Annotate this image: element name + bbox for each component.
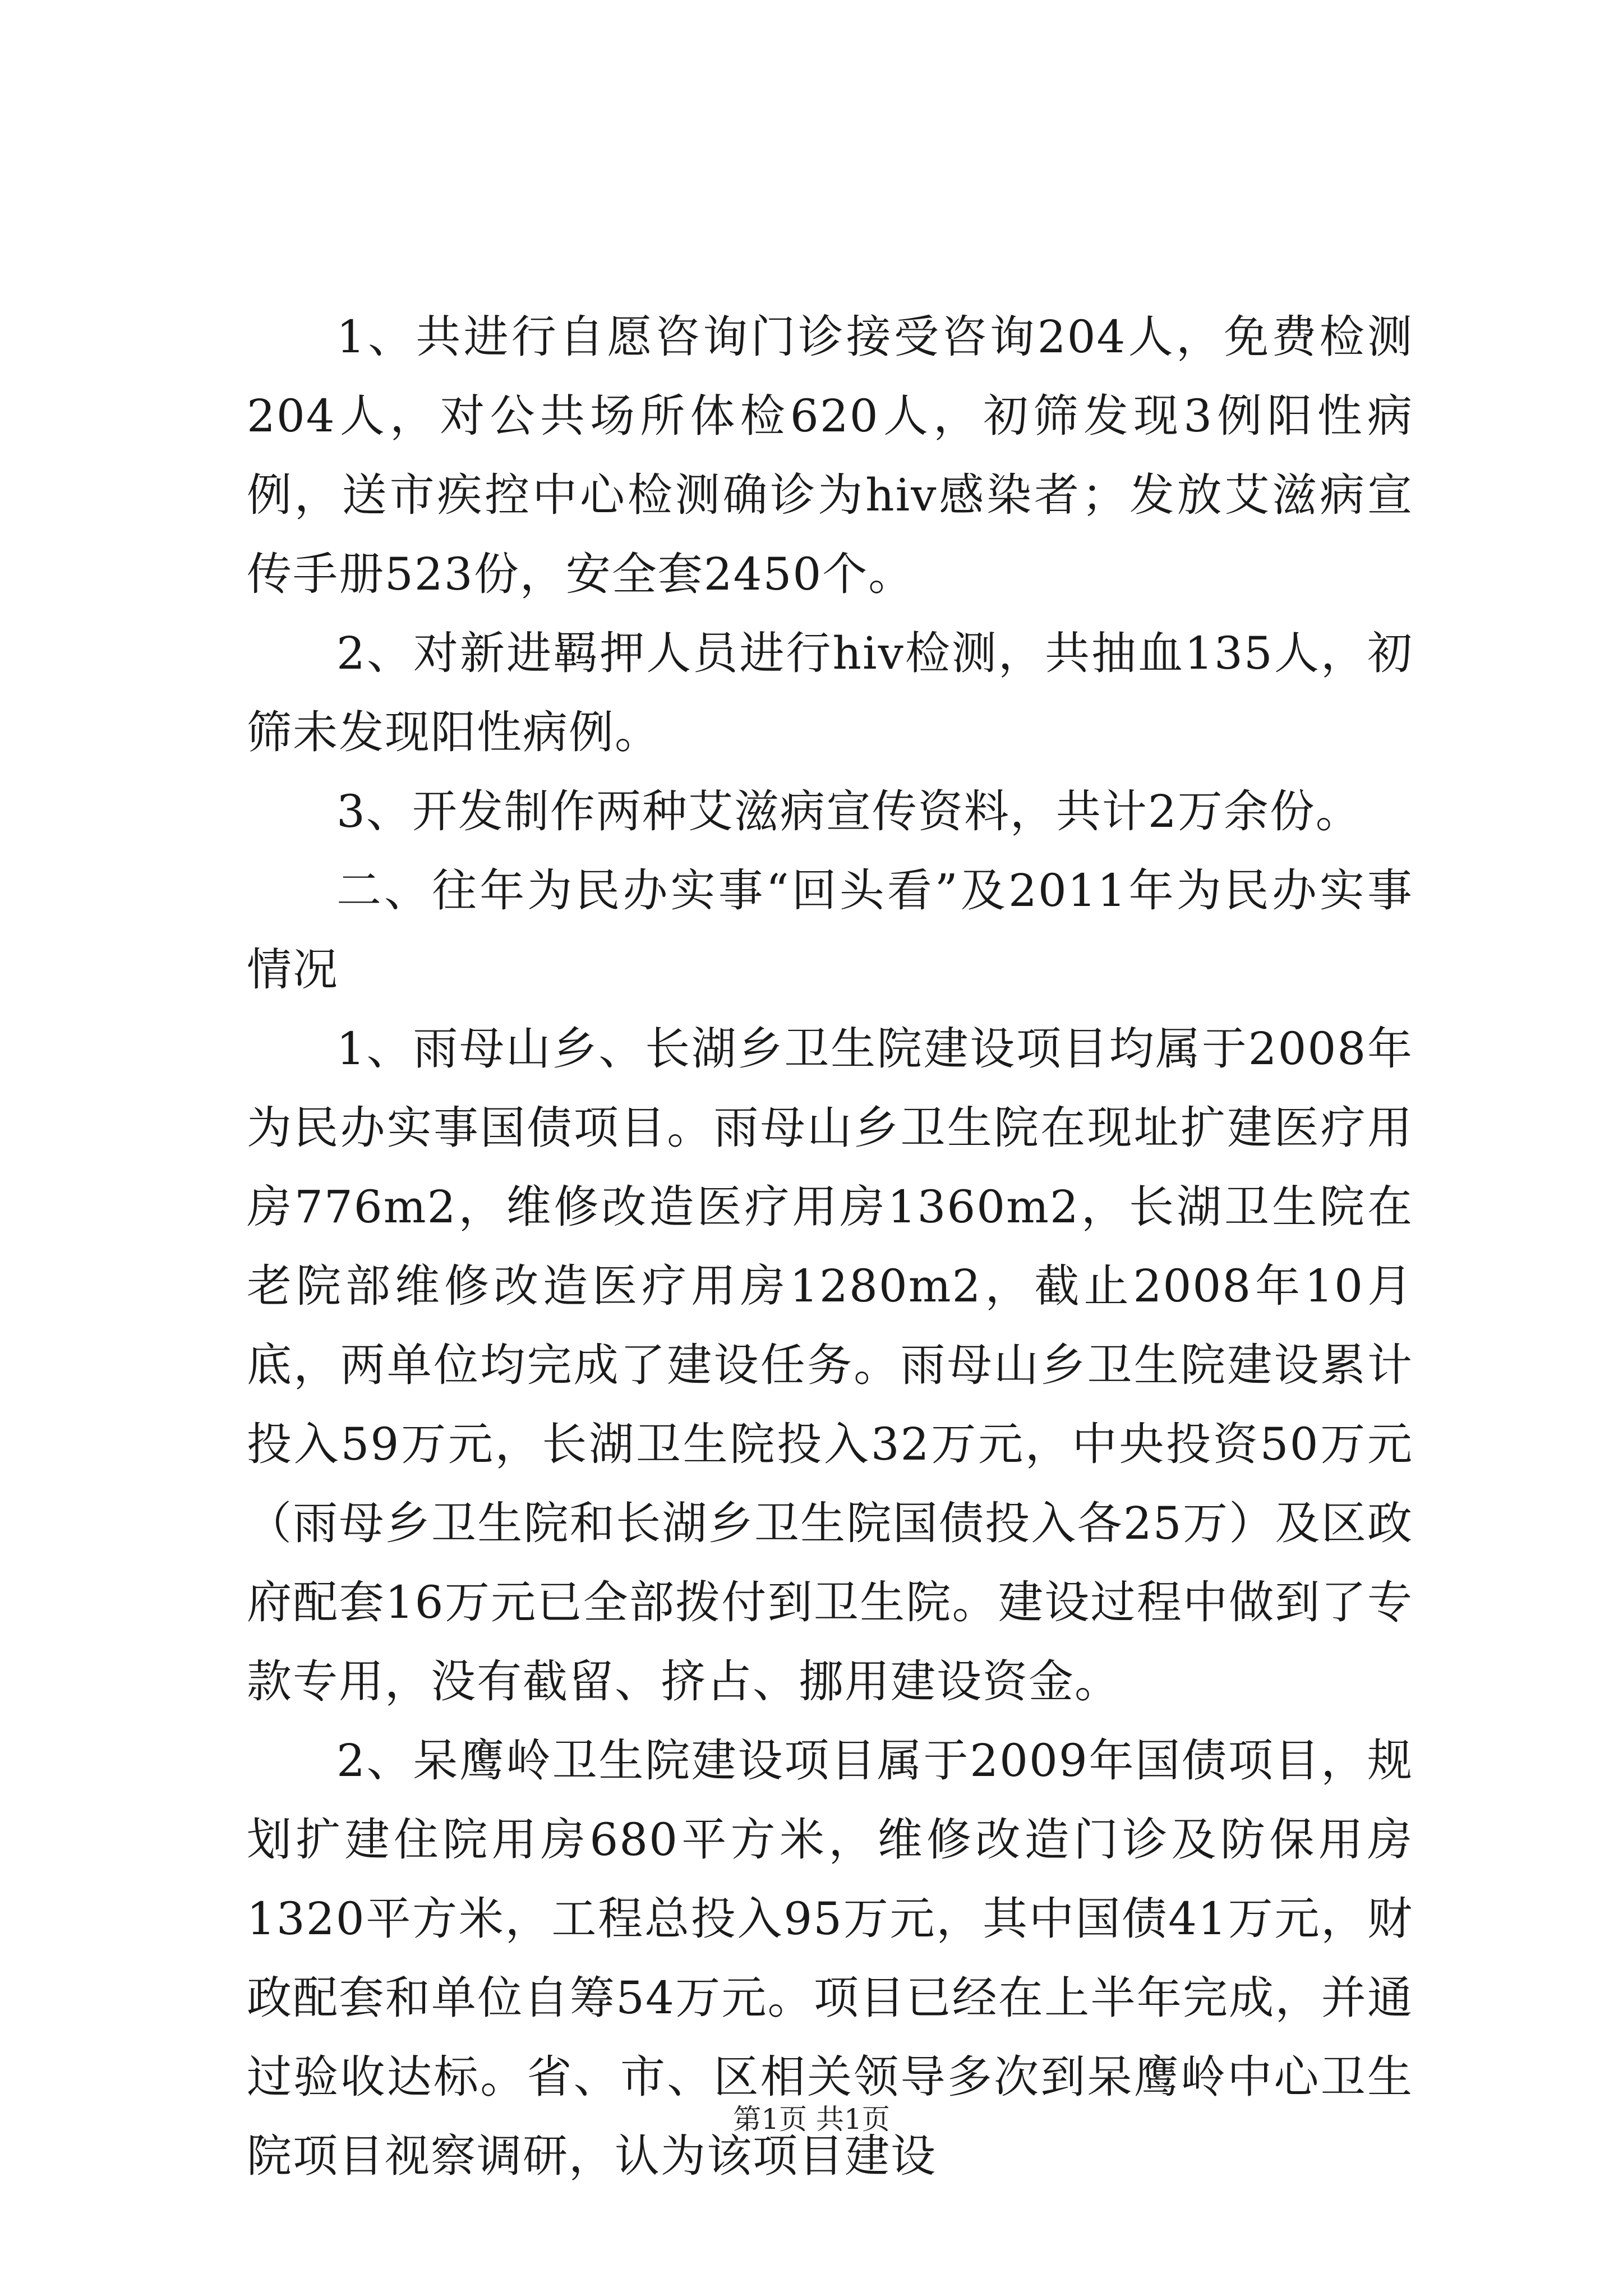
section-heading-2: 二、往年为民办实事“回头看”及2011年为民办实事情况 (247, 864, 1413, 996)
document-body (247, 297, 1413, 2196)
paragraph-daiyingling-project: 2、呆鹰岭卫生院建设项目属于2009年国债项目，规划扩建住院用房680平方米，维修改造门诊及防保用房1320平方米，工程总投入95万元，其中国债41万元，财政配套和单位自筹54万元。项目已经在上半年完成，并通过验收达标。省、市、区相关领导多次到呆鹰岭中心卫生院项目视察调研，认为该项目建设 (247, 1734, 1413, 2182)
paragraph-hiv-consultation: 1、共进行自愿咨询门诊接受咨询204人，免费检测204人，对公共场所体检620人，初筛发现3例阳性病例，送市疾控中心检测确诊为hiv感染者；发放艾滋病宣传手册523份，安全套2450个。 (247, 311, 1413, 600)
paragraph-detainee-testing: 2、对新进羁押人员进行hiv检测，共抽血135人，初筛未发现阳性病例。 (247, 627, 1413, 758)
paragraph-publicity-materials: 3、开发制作两种艾滋病宣传资料，共计2万余份。 (336, 785, 1362, 838)
page-footer: 第1页 共1页 (733, 2103, 890, 2136)
paragraph-yumushan-changhu-project: 1、雨母山乡、长湖乡卫生院建设项目均属于2008年为民办实事国债项目。雨母山乡卫生院在现址扩建医疗用房776m2，维修改造医疗用房1360m2，长湖卫生院在老院部维修改造医疗用房1280m2，截止2008年10月底，两单位均完成了建设任务。雨母山乡卫生院建设累计投入59万元，长湖卫生院投入32万元，中央投资50万元（雨母乡卫生院和长湖乡卫生院国债投入各25万）及区政府配套16万元已全部拨付到卫生院。建设过程中做到了专款专用，没有截留、挤占、挪用建设资金。 (247, 1023, 1413, 1708)
